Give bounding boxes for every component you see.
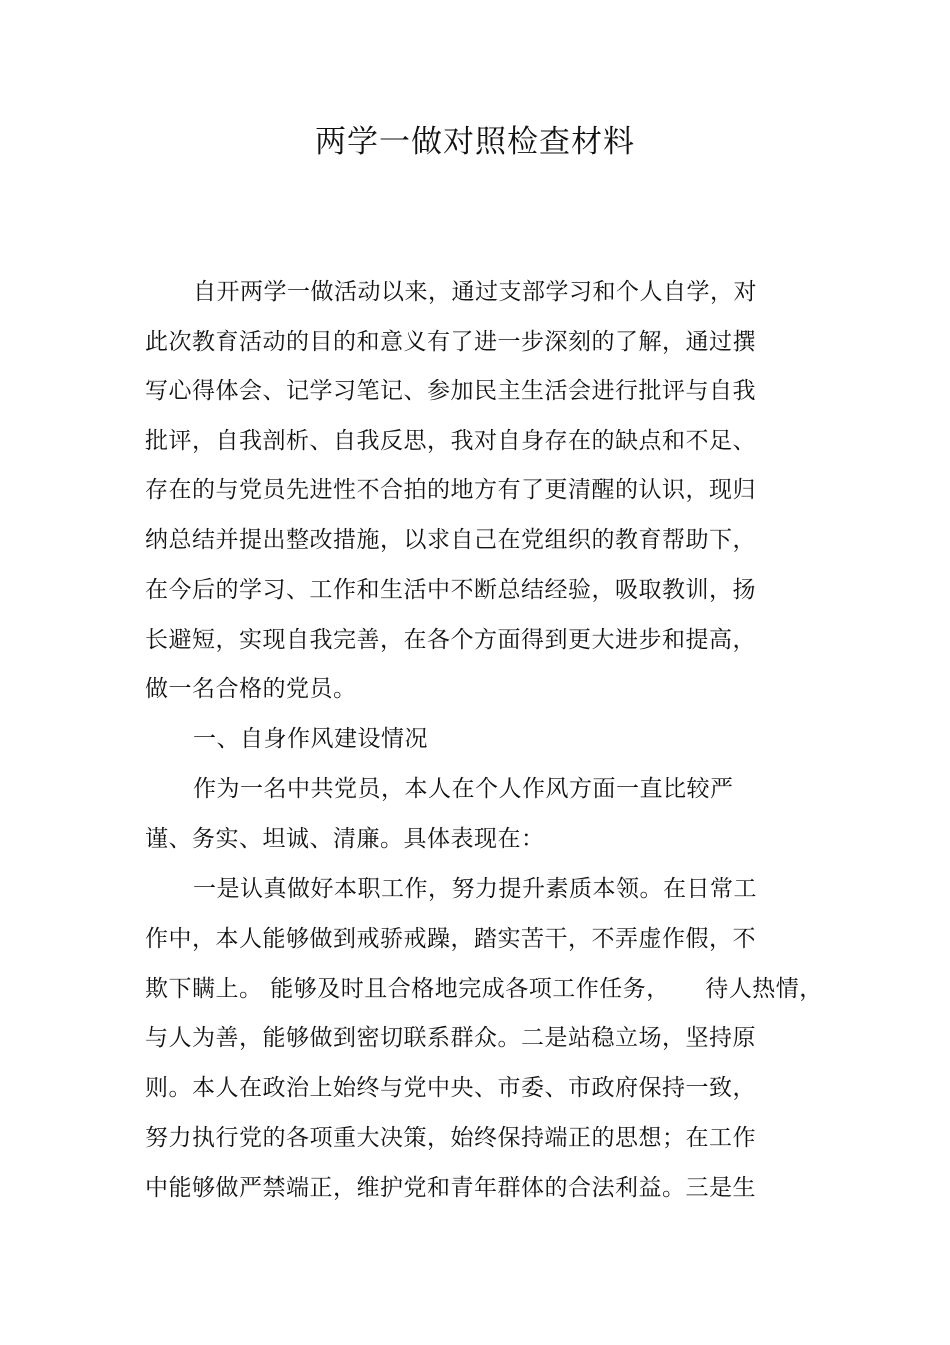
paragraph-line: 与人为善，能够做到密切联系群众。二是站稳立场，坚持原	[145, 1025, 756, 1051]
paragraph-line: 努力执行党的各项重大决策，始终保持端正的思想；在工作	[145, 1125, 756, 1151]
paragraph-line: 欺下瞒上。 能够及时且合格地完成各项工作任务， 待人热情，	[145, 976, 823, 1002]
paragraph-line: 作中，本人能够做到戒骄戒躁，踏实苦干，不弄虚作假，不	[145, 926, 756, 952]
paragraph-line: 自开两学一做活动以来，通过支部学习和个人自学，对	[193, 279, 757, 305]
paragraph-line: 存在的与党员先进性不合拍的地方有了更清醒的认识，现归	[145, 477, 756, 503]
section-heading: 一、自身作风建设情况	[193, 726, 428, 752]
paragraph-line: 在今后的学习、工作和生活中不断总结经验，吸取教训，扬	[145, 577, 756, 603]
paragraph-line: 纳总结并提出整改措施，以求自己在党组织的教育帮助下，	[145, 527, 756, 553]
document-title: 两学一做对照检查材料	[315, 124, 635, 160]
paragraph-line: 此次教育活动的目的和意义有了进一步深刻的了解，通过撰	[145, 329, 756, 355]
paragraph-line: 一是认真做好本职工作，努力提升素质本领。在日常工	[193, 876, 757, 902]
paragraph-line: 写心得体会、记学习笔记、参加民主生活会进行批评与自我	[145, 378, 756, 404]
paragraph-line: 长避短，实现自我完善，在各个方面得到更大进步和提高，	[145, 627, 756, 653]
paragraph-line: 谨、务实、坦诚、清廉。具体表现在：	[145, 826, 545, 852]
paragraph-line: 做一名合格的党员。	[145, 676, 357, 702]
paragraph-line: 中能够做严禁端正，维护党和青年群体的合法利益。三是生	[145, 1175, 756, 1201]
paragraph-line: 则。本人在政治上始终与党中央、市委、市政府保持一致，	[145, 1075, 756, 1101]
paragraph-line: 作为一名中共党员，本人在个人作风方面一直比较严	[193, 776, 734, 802]
paragraph-line: 批评，自我剖析、自我反思，我对自身存在的缺点和不足、	[145, 428, 756, 454]
